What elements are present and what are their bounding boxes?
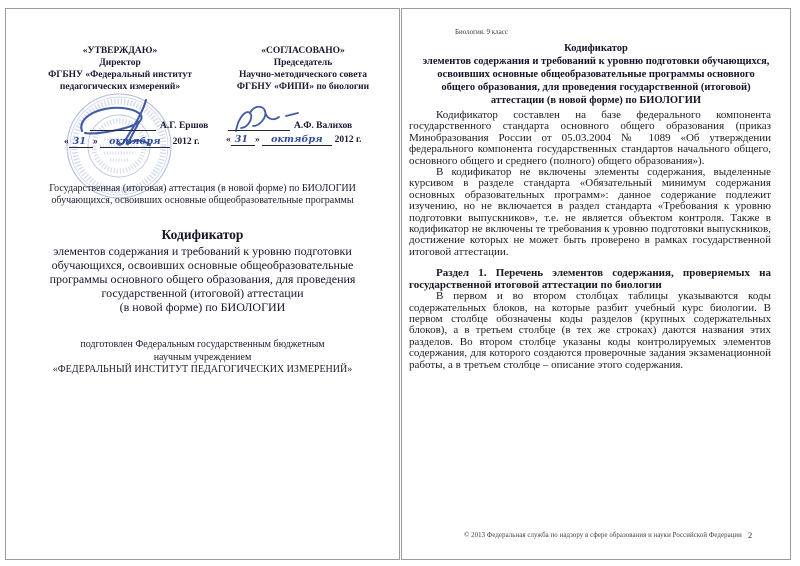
- title-line: обучающихся, освоивших основные общеобразовательные: [51, 258, 354, 272]
- handwritten-day: 31: [231, 134, 255, 146]
- agree-heading: «СОГЛАСОВАНО»: [261, 46, 345, 56]
- date-year: 2012 г.: [172, 137, 200, 147]
- handwritten-month: октября: [262, 134, 331, 146]
- title-line: освоивших основные общеобразовательные программы основного: [437, 69, 755, 80]
- prepared-line: научным учреждением: [153, 351, 252, 363]
- subtitle-line: обучающихся, освоивших основные общеобразовательные программы: [51, 194, 354, 206]
- prepared-by: [24, 339, 381, 377]
- approve-name: А.Г. Ершов: [160, 121, 209, 131]
- agree-org-line1: Научно-методического совета: [239, 70, 367, 80]
- quote-close: »: [92, 137, 98, 147]
- prepared-line: «ФЕДЕРАЛЬНЫЙ ИНСТИТУТ ПЕДАГОГИЧЕСКИХ ИЗМЕРЕНИЙ»: [52, 364, 353, 375]
- approve-heading: «УТВЕРЖДАЮ»: [82, 46, 158, 56]
- approve-signature-row: [90, 121, 208, 131]
- date-year: 2012 г.: [334, 135, 362, 145]
- approve-role: Директор: [99, 58, 141, 68]
- quote-open: «: [226, 135, 231, 145]
- paragraph-2: В кодификатор не включены элементы содержания, выделенные курсивом в разделе стандарта «Обязательный минимум содержания основных образовательных программ»: данное содержание подлежит изучению, но не включается в раздел стандарта «Требования к уровню подготовки выпускников», т.е. не является объектом контроля. Также в кодификатор не включены те требования к уровню подготовки выпускников, достижение которых не может быть проверено в рамках государственной итоговой аттестации.: [409, 166, 771, 258]
- agree-name: А.Ф. Валихов: [294, 121, 353, 131]
- page-number: 2: [748, 530, 753, 540]
- title-line: общего образования, для проведения государственной (итоговой): [441, 82, 751, 93]
- footer-copyright: © 2013 Федеральная служба по надзору в сфере образования и науки Российской Федерации: [464, 532, 742, 539]
- prepared-line: подготовлен Федеральным государственным бюджетным: [80, 339, 325, 350]
- quote-close: »: [254, 135, 260, 145]
- title-line: аттестации (в новой форме) по БИОЛОГИИ: [490, 95, 702, 106]
- gia-subtitle: [24, 183, 381, 206]
- title-line: государственной (итоговой) аттестации: [101, 286, 304, 300]
- title-heading: Кодификатор: [564, 43, 628, 54]
- paragraph-3: В первом и во втором столбцах таблицы указываются коды содержательных блоков, на которые разбит учебный курс биологии. В первом столбце обозначены коды разделов (крупных содержательных блоков), а в третьем столбце (в тех же строках) даются названия этих разделов. Во втором столбце указаны коды контролируемых элементов содержания, для которого создаются проверочные задания экзаменационной работы, а в третьем столбце – описание этого содержания.: [409, 290, 771, 371]
- agree-org-line2: ФГБНУ «ФИПИ» по биологии: [236, 82, 370, 92]
- agree-date: [226, 134, 362, 146]
- running-header: Биология. 9 класс: [455, 28, 508, 36]
- signature-line: [228, 121, 290, 131]
- page2-title: [408, 42, 784, 107]
- agree-signature-row: [228, 121, 352, 131]
- approval-block-approve: [34, 45, 206, 93]
- title-heading: Кодификатор: [161, 227, 244, 242]
- page-left: [5, 8, 400, 560]
- approve-org-line2: педагогических измерений»: [59, 82, 181, 92]
- approve-org-line1: ФГБНУ «Федеральный институт: [48, 70, 192, 80]
- approval-block-agree: [216, 45, 390, 93]
- handwritten-month: октября: [100, 136, 169, 148]
- title-line: элементов содержания и требований к уровню подготовки обучающихся,: [422, 56, 770, 67]
- body-text: [409, 110, 771, 371]
- subtitle-line: Государственная (итоговая) аттестация (в новой форме) по БИОЛОГИИ: [49, 183, 356, 194]
- approve-date: [64, 136, 200, 148]
- signature-line: [90, 121, 156, 131]
- quote-open: «: [64, 137, 69, 147]
- page-right: [401, 8, 791, 560]
- title-line: программы основного общего образования, для проведения: [49, 272, 356, 286]
- title-line: элементов содержания и требований к уровню подготовки: [53, 244, 352, 258]
- title-line: (в новой форме) по БИОЛОГИИ: [119, 300, 286, 314]
- handwritten-day: 31: [69, 136, 93, 148]
- document-title: [14, 227, 391, 314]
- agree-role: Председатель: [273, 58, 333, 68]
- paragraph-1: Кодификатор составлен на базе федерального компонента государственного стандарта основного общего образования (приказ Минобразования России от 05.03.2004 № 1089 «Об утверждении федерального компонента государственных стандартов начального общего, основного общего и среднего (полного) общего образования»).: [409, 109, 771, 167]
- section1-heading: Раздел 1. Перечень элементов содержания, проверяемых на государственной итоговой аттестации по биологии: [409, 267, 771, 291]
